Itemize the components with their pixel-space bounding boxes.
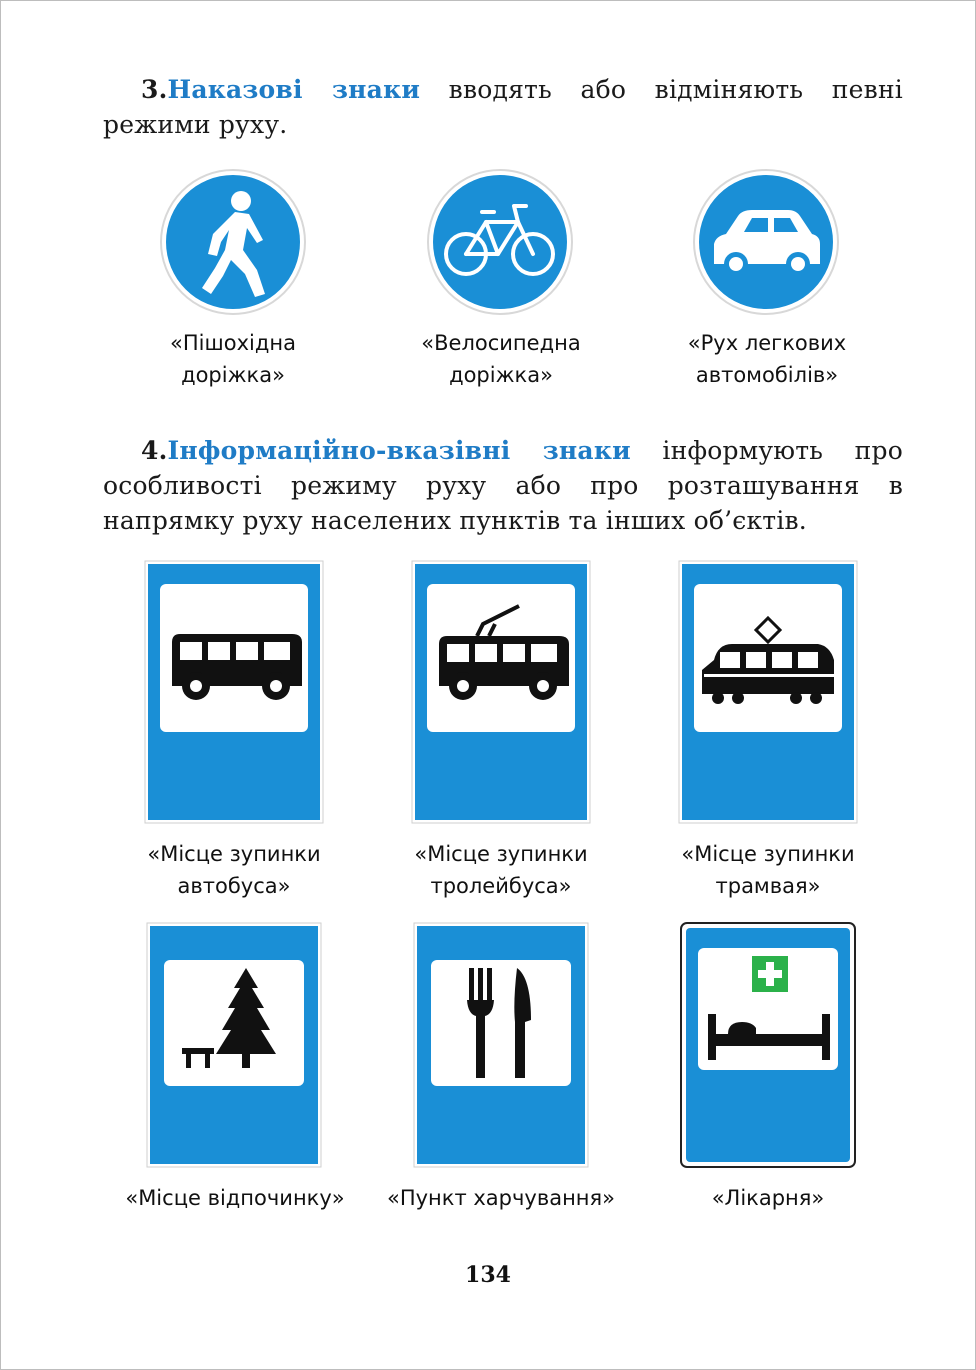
section-3-paragraph (103, 72, 903, 142)
caption-food-point: «Пункт харчування» (386, 1186, 616, 1210)
caption-rest-area: «Місце відпочинку» (125, 1186, 345, 1210)
section-4-number: 4. (141, 436, 168, 465)
section-4-paragraph (103, 433, 903, 538)
page-number: 134 (465, 1262, 511, 1288)
car-sign (692, 168, 840, 316)
section-3-text: вводять або відміняють певні режими руху. (103, 75, 904, 139)
food-point-sign (413, 922, 589, 1168)
rest-area-sign (146, 922, 322, 1168)
section-4-text: інформують про особливості режиму руху або про розташування в напрямку руху населених пунктів та інших об’єктів. (103, 436, 903, 535)
pedestrian-sign (159, 168, 307, 316)
section-3-term: Наказові знаки (167, 75, 421, 104)
section-4-term: Інформаційно-вказівні знаки (167, 436, 631, 465)
caption-tram-stop: «Місце зупинки трамвая» (681, 842, 855, 898)
bicycle-sign (426, 168, 574, 316)
hospital-sign (680, 922, 856, 1168)
caption-trolleybus-stop: «Місце зупинки тролейбуса» (414, 842, 588, 898)
bus-stop-sign (144, 560, 324, 824)
caption-bicycle-path: «Велосипедна доріжка» (421, 331, 581, 387)
caption-car-traffic: «Рух легкових автомобілів» (687, 331, 847, 387)
trolleybus-stop-sign (411, 560, 591, 824)
caption-bus-stop: «Місце зупинки автобуса» (147, 842, 321, 898)
caption-hospital: «Лікарня» (711, 1186, 825, 1210)
section-3-number: 3. (141, 75, 168, 104)
caption-pedestrian-path: «Пішохідна доріжка» (170, 331, 296, 387)
tram-stop-sign (678, 560, 858, 824)
